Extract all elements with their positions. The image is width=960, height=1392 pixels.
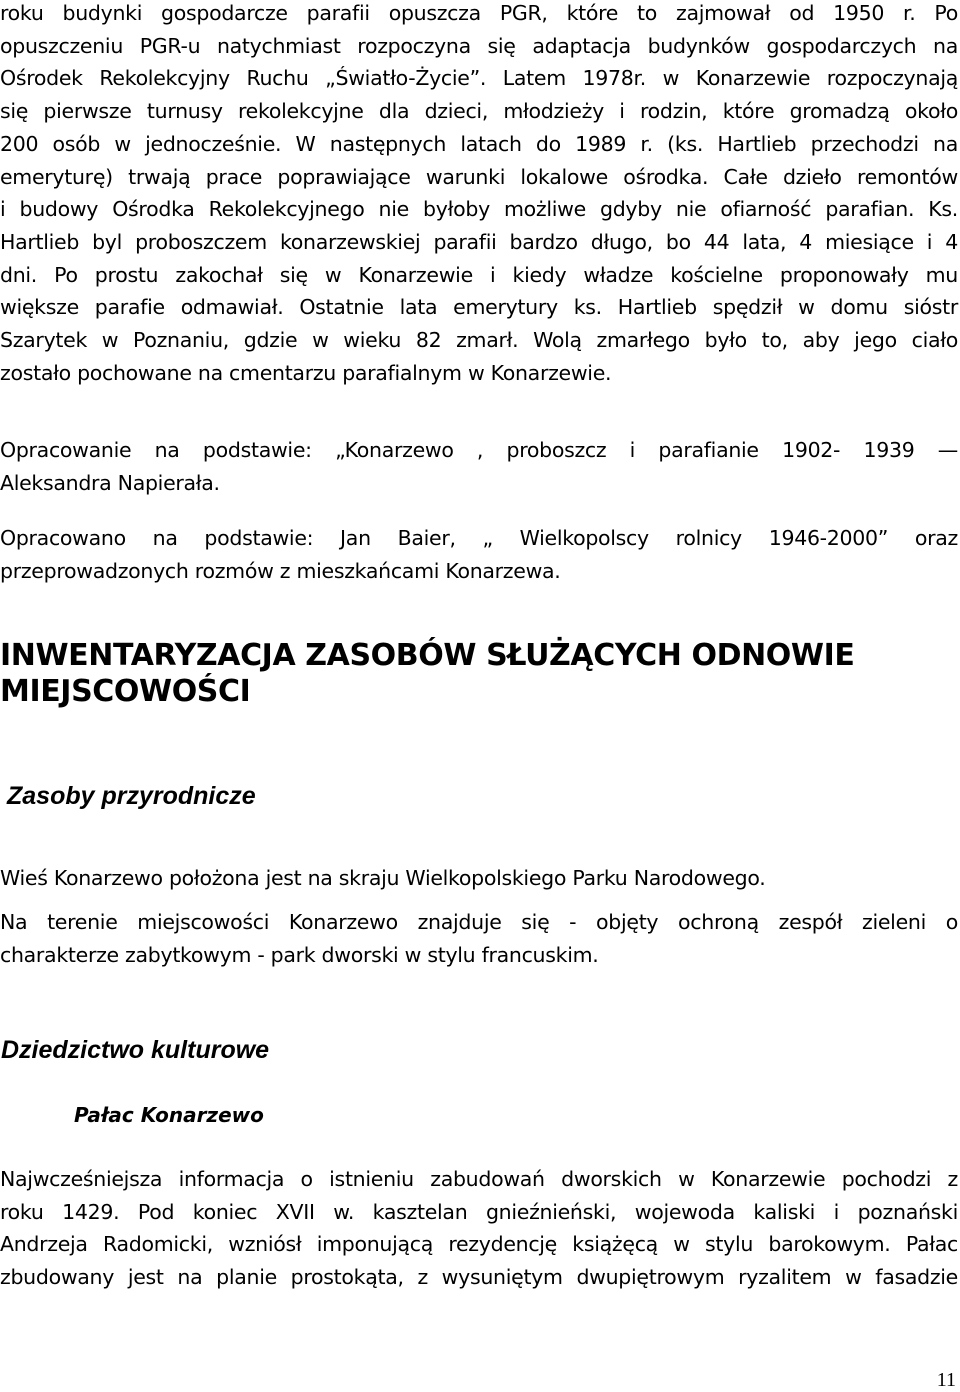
subheading-palace: Pałac Konarzewo [74, 1103, 264, 1127]
text-line: dni. Po prostu zakochał się w Konarzewie i kiedy władze kościelne proponowały mu [0, 262, 958, 287]
text-line: emeryturę) trwają prace poprawiające warunki lokalowe ośrodka. Całe dzieło remontów [0, 164, 958, 189]
text-line: Najwcześniejsza informacja o istnieniu zabudowań dworskich w Konarzewie pochodzi z [0, 1167, 958, 1191]
text-line: i budowy Ośrodka Rekolekcyjnego nie byłoby możliwe gdyby nie ofiarność parafian. Ks. [0, 197, 958, 222]
text-line: Opracowanie na podstawie: „Konarzewo , proboszcz i parafianie 1902- 1939 — [0, 438, 958, 462]
paragraph-location [0, 862, 958, 895]
heading-line: INWENTARYZACJA ZASOBÓW SŁUŻĄCYCH ODNOWIE [0, 638, 855, 673]
text-line: Aleksandra Napierała. [0, 470, 220, 495]
text-line: opuszczeniu PGR-u natychmiast rozpoczyna się adaptacja budynków gospodarczych na [0, 33, 958, 58]
text-line: się pierwsze turnusy rekolekcyjne dla dzieci, młodzieży i rodzin, które gromadzą około [0, 99, 958, 124]
text-line: Na terenie miejscowości Konarzewo znajduje się - objęty ochroną zespół zieleni o [0, 910, 958, 934]
text-line: 200 osób w jednocześnie. W następnych latach do 1989 r. (ks. Hartlieb przechodzi na [0, 131, 958, 156]
text-line: zostało pochowane na cmentarzu parafialnym w Konarzewie. [0, 360, 612, 385]
text-line: przeprowadzonych rozmów z mieszkańcami Konarzewa. [0, 558, 561, 583]
text-line: Wieś Konarzewo położona jest na skraju Wielkopolskiego Parku Narodowego. [0, 866, 766, 890]
text-line: Andrzeja Radomicki, wzniósł imponującą rezydencję książęcą w stylu barokowym. Pałac [0, 1232, 958, 1257]
heading-line: MIEJSCOWOŚCI [0, 674, 251, 709]
text-line: Opracowano na podstawie: Jan Baier, „ Wielkopolscy rolnicy 1946-2000” oraz [0, 526, 958, 550]
text-line: Hartlieb byl proboszczem konarzewskiej parafii bardzo długo, bo 44 lata, 4 miesiące i 4 [0, 229, 958, 254]
text-line: roku 1429. Pod koniec XVII w. kasztelan gnieźnieński, wojewoda kaliski i poznański [0, 1199, 958, 1224]
text-line: charakterze zabytkowym - park dworski w stylu francuskim. [0, 942, 599, 967]
text-line: zbudowany jest na planie prostokąta, z wysuniętym dwupiętrowym ryzalitem w fasadzie [0, 1265, 958, 1290]
subheading-cultural-heritage: Dziedzictwo kulturowe [1, 1036, 270, 1064]
text-line: Szarytek w Poznaniu, gdzie w wieku 82 zmarł. Wolą zmarłego było to, aby jego ciało [0, 328, 958, 353]
text-line: większe parafie odmawiał. Ostatnie lata emerytury ks. Hartlieb spędził w domu sióstr [0, 295, 958, 320]
paragraph-park [0, 906, 958, 971]
paragraph-history [0, 0, 958, 389]
page-number: 11 [936, 1369, 956, 1391]
subheading-natural-resources: Zasoby przyrodnicze [7, 782, 256, 810]
paragraph-source-2 [0, 522, 958, 587]
paragraph-palace [0, 1163, 958, 1294]
paragraph-source-1 [0, 434, 958, 499]
text-line: Ośrodek Rekolekcyjny Ruchu „Światło-Życie”. Latem 1978r. w Konarzewie rozpoczynają [0, 66, 958, 91]
text-line: roku budynki gospodarcze parafii opuszcza PGR, które to zajmował od 1950 r. Po [0, 1, 958, 25]
section-heading-main [0, 638, 958, 710]
